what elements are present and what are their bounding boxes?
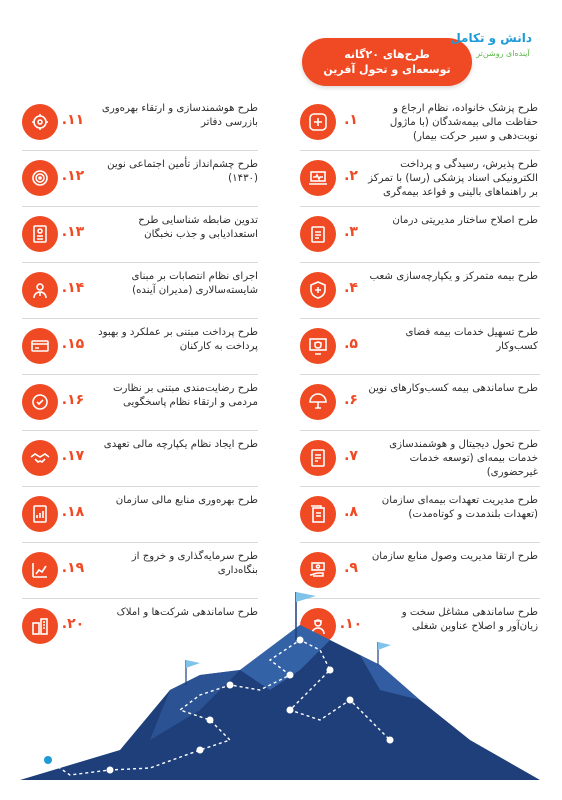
divider xyxy=(22,486,258,487)
handshake-icon xyxy=(22,440,58,476)
plan-number: ۱۱. xyxy=(61,112,85,128)
plan-number: ۱۸. xyxy=(61,504,85,520)
plan-text: طرح ایجاد نظام یکپارچه مالی تعهدی xyxy=(103,439,258,450)
laptop-heartbeat-icon xyxy=(300,160,336,196)
clipboard-icon xyxy=(300,216,336,252)
plan-text: طرح تسهیل خدمات بیمه فضای کسب‌وکار xyxy=(405,327,538,352)
divider xyxy=(300,206,540,207)
divider xyxy=(300,262,540,263)
plan-text: طرح پزشک خانواده، نظام ارجاع و حفاظت مالی بیمه‌شدگان (با ماژول نوبت‌دهی و سیر حرکت بیمار) xyxy=(389,103,538,142)
divider xyxy=(22,262,258,263)
plan-text: اجرای نظام انتصابات بر مبنای شایسته‌سالاری (مدیران آینده) xyxy=(131,271,258,296)
divider xyxy=(300,374,540,375)
plan-text: طرح هوشمندسازی و ارتقاء بهره‌وری بازرسی دفاتر xyxy=(101,103,258,128)
finance-report-icon xyxy=(22,496,58,532)
plan-item xyxy=(22,100,260,152)
plan-number: ۴. xyxy=(344,280,358,296)
header-title-line2: توسعه‌ای و تحول آفرین xyxy=(323,63,451,76)
logo-line2: آینده‌ای روشن‌تر xyxy=(476,49,530,58)
plan-number: ۵. xyxy=(344,336,358,352)
plan-text: طرح ارتقا مدیریت وصول منابع سازمان xyxy=(371,551,538,562)
plan-number: ۳. xyxy=(344,224,358,240)
document-stack-icon xyxy=(300,496,336,532)
plan-number: ۱۵. xyxy=(61,336,85,352)
plan-number: ۹. xyxy=(344,560,358,576)
divider xyxy=(300,486,540,487)
plan-item xyxy=(300,380,540,432)
plan-number: ۱۳. xyxy=(61,224,85,240)
manager-icon xyxy=(22,272,58,308)
plan-number: ۶. xyxy=(344,392,358,408)
plan-number: ۱۷. xyxy=(61,448,85,464)
plan-item xyxy=(300,100,540,152)
check-badge-icon xyxy=(22,384,58,420)
plan-item xyxy=(300,436,540,488)
plan-item xyxy=(22,212,260,264)
plan-item xyxy=(22,492,260,544)
divider xyxy=(22,318,258,319)
brain-gear-icon xyxy=(22,104,58,140)
divider xyxy=(300,430,540,431)
plan-text: طرح چشم‌انداز تأمین اجتماعی نوین (۱۴۳۰) xyxy=(107,159,258,184)
umbrella-people-icon xyxy=(300,384,336,420)
plan-item xyxy=(22,156,260,208)
shield-cross-icon xyxy=(300,272,336,308)
plan-item xyxy=(300,492,540,544)
divider xyxy=(300,318,540,319)
plan-item xyxy=(300,268,540,320)
plan-text: طرح اصلاح ساختار مدیریتی درمان xyxy=(392,215,538,226)
plan-text: طرح تحول دیجیتال و هوشمندسازی خدمات بیمه‌ای (توسعه خدمات غیرحضوری) xyxy=(389,439,538,478)
mountain-illustration xyxy=(0,580,562,800)
divider xyxy=(22,206,258,207)
plan-text: طرح رضایت‌مندی مبتنی بر نظارت مردمی و ارتقاء نظام پاسخگویی xyxy=(112,383,258,408)
plan-text: طرح مدیریت تعهدات بیمه‌ای سازمان (تعهدات بلندمدت و کوتاه‌مدت) xyxy=(381,495,538,520)
plan-text: طرح ساماندهی مشاغل سخت و زیان‌آور و اصلاح عناوین شغلی xyxy=(401,607,538,632)
divider xyxy=(22,374,258,375)
plan-item xyxy=(300,324,540,376)
plan-item xyxy=(300,156,540,208)
medical-cross-icon xyxy=(300,104,336,140)
plan-text: طرح ساماندهی بیمه کسب‌وکارهای نوین xyxy=(368,383,538,394)
plan-item xyxy=(22,268,260,320)
logo xyxy=(450,28,532,74)
card-payment-icon xyxy=(22,328,58,364)
plan-text: طرح ساماندهی شرکت‌ها و املاک xyxy=(116,607,258,618)
plan-item xyxy=(22,324,260,376)
plan-number: ۷. xyxy=(344,448,358,464)
target-icon xyxy=(22,160,58,196)
logo-line1: دانش و تکامل xyxy=(450,31,532,45)
plan-text: طرح بهره‌وری منابع مالی سازمان xyxy=(115,495,258,506)
plan-number: ۱۰. xyxy=(339,616,363,632)
divider xyxy=(22,430,258,431)
plan-number: ۱. xyxy=(344,112,358,128)
header-title-line1: طرح‌های ۲۰گانه xyxy=(344,48,430,61)
monitor-shield-icon xyxy=(300,328,336,364)
plan-text: طرح سرمایه‌گذاری و خروج از بنگاه‌داری xyxy=(131,551,258,576)
plan-number: ۱۶. xyxy=(61,392,85,408)
divider xyxy=(22,150,258,151)
header-banner xyxy=(302,38,472,86)
plan-number: ۸. xyxy=(344,504,358,520)
digital-document-icon xyxy=(300,440,336,476)
plan-number: ۲. xyxy=(344,168,358,184)
divider xyxy=(22,542,258,543)
plan-text: طرح پرداخت مبتنی بر عملکرد و بهبود پرداخت به کارکنان xyxy=(98,327,258,352)
plan-number: ۲۰. xyxy=(61,616,85,632)
resume-icon xyxy=(22,216,58,252)
plan-item xyxy=(300,212,540,264)
plan-text: تدوین ضابطه شناسایی طرح استعدادیابی و جذب نخبگان xyxy=(138,215,258,240)
plan-number: ۱۹. xyxy=(61,560,85,576)
plan-item xyxy=(22,380,260,432)
plan-number: ۱۲. xyxy=(61,168,85,184)
plan-item xyxy=(22,436,260,488)
divider xyxy=(300,150,540,151)
plan-number: ۱۴. xyxy=(61,280,85,296)
divider xyxy=(300,542,540,543)
plan-text: طرح بیمه متمرکز و یکپارچه‌سازی شعب xyxy=(369,271,538,282)
plan-text: طرح پذیرش، رسیدگی و پرداخت الکترونیکی اسناد پزشکی (رسا) با تمرکز بر راهنماهای بالینی و قواعد بیمه‌گری xyxy=(368,159,538,198)
